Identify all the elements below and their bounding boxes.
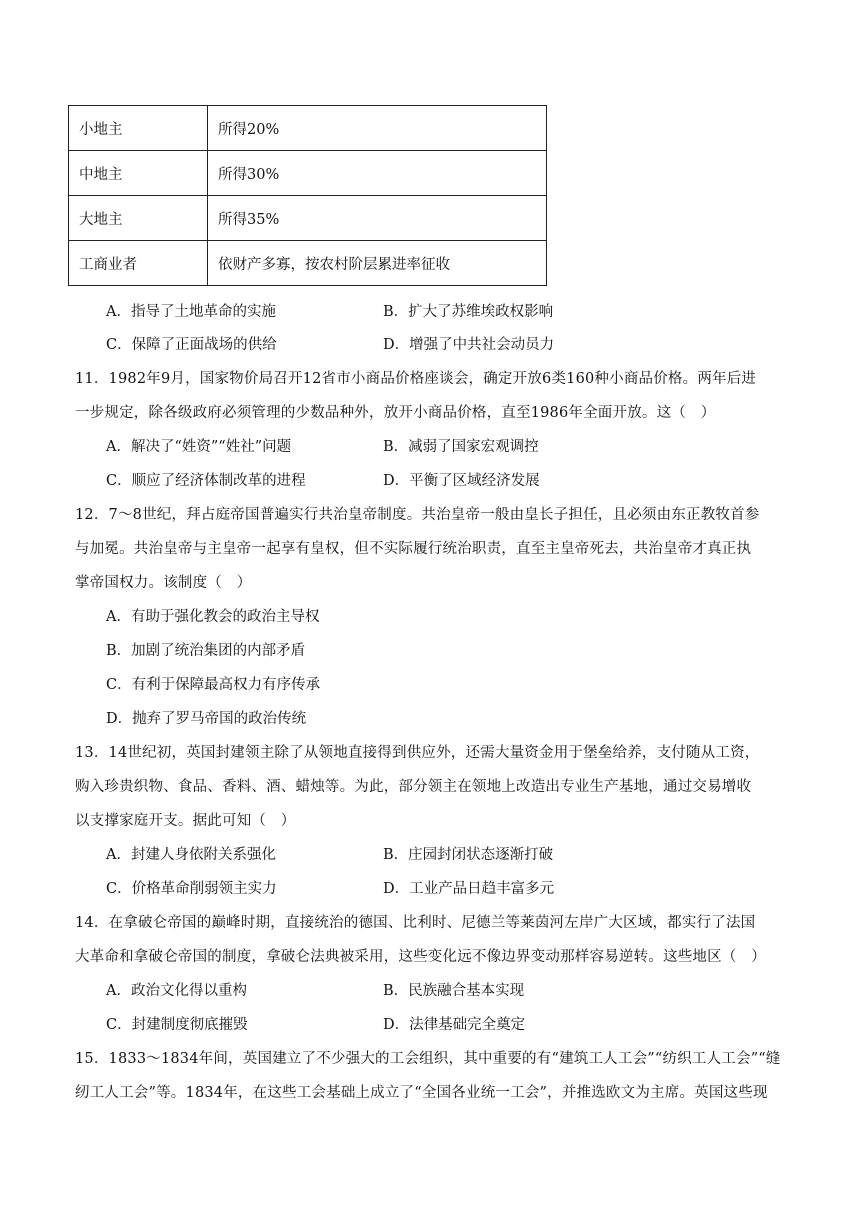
question-14-text: 14．在拿破仑帝国的巅峰时期，直接统治的德国、比利时、尼德兰等莱茵河左岸广大区域，都实行了法国 bbox=[75, 915, 756, 931]
question-11-text: 一步规定，除各级政府必须管理的少数品种外，放开小商品价格，直至1986年全面开放。这（ ） bbox=[75, 405, 716, 421]
option-b: B．减弱了国家宏观调控 bbox=[383, 439, 539, 455]
table-cell: 中地主 bbox=[69, 151, 208, 196]
table-cell: 所得35% bbox=[208, 196, 547, 241]
option-a: A．指导了土地革命的实施 bbox=[106, 304, 276, 320]
tax-table bbox=[68, 105, 547, 286]
option-d: D．抛弃了罗马帝国的政治传统 bbox=[106, 711, 307, 727]
option-c: C．顺应了经济体制改革的进程 bbox=[106, 473, 306, 489]
table-row bbox=[69, 196, 547, 241]
option-d: D．平衡了区域经济发展 bbox=[383, 473, 540, 489]
question-13-text: 以支撑家庭开支。据此可知（ ） bbox=[75, 813, 296, 829]
option-d: D．增强了中共社会动员力 bbox=[383, 337, 555, 353]
question-11-text: 11．1982年9月，国家物价局召开12省市小商品价格座谈会，确定开放6类160种小商品价格。两年后进 bbox=[75, 371, 757, 387]
question-14-text: 大革命和拿破仑帝国的制度，拿破仑法典被采用，这些变化远不像边界变动那样容易逆转。这些地区（ ） bbox=[75, 949, 766, 965]
question-15-text: 纫工人工会”等。1834年，在这些工会基础上成立了“全国各业统一工会”，并推选欧文为主席。英国这些现 bbox=[75, 1085, 768, 1101]
option-c: C．价格革命削弱领主实力 bbox=[106, 881, 277, 897]
question-13-text: 购入珍贵织物、食品、香料、酒、蜡烛等。为此，部分领主在领地上改造出专业生产基地，通过交易增收 bbox=[75, 779, 752, 795]
question-13-text: 13．14世纪初，英国封建领主除了从领地直接得到供应外，还需大量资金用于堡垒给养，支付随从工资， bbox=[75, 745, 760, 761]
option-c: C．有利于保障最高权力有序传承 bbox=[106, 677, 321, 693]
table-cell: 所得20% bbox=[208, 106, 547, 151]
option-b: B．民族融合基本实现 bbox=[383, 983, 525, 999]
table-row bbox=[69, 241, 547, 286]
table-row bbox=[69, 151, 547, 196]
question-12-text: 与加冕。共治皇帝与主皇帝一起享有皇权，但不实际履行统治职责，直至主皇帝死去，共治皇帝才真正执 bbox=[75, 541, 752, 557]
option-b: B．庄园封闭状态逐渐打破 bbox=[383, 847, 554, 863]
option-b: B．加剧了统治集团的内部矛盾 bbox=[106, 643, 306, 659]
option-d: D．工业产品日趋丰富多元 bbox=[383, 881, 555, 897]
table-cell: 工商业者 bbox=[69, 241, 208, 286]
table-cell: 小地主 bbox=[69, 106, 208, 151]
question-12-text: 12．7～8世纪，拜占庭帝国普遍实行共治皇帝制度。共治皇帝一般由皇长子担任，且必须由东正教牧首参 bbox=[75, 507, 760, 523]
table-cell: 依财产多寡，按农村阶层累进率征收 bbox=[208, 241, 547, 286]
option-b: B．扩大了苏维埃政权影响 bbox=[383, 304, 554, 320]
option-c: C．封建制度彻底摧毁 bbox=[106, 1017, 248, 1033]
option-a: A．有助于强化教会的政治主导权 bbox=[106, 609, 320, 625]
table-cell: 大地主 bbox=[69, 196, 208, 241]
option-a: A．政治文化得以重构 bbox=[106, 983, 247, 999]
question-15-text: 15．1833～1834年间，英国建立了不少强大的工会组织，其中重要的有“建筑工人工会”“纺织工人工会”“缝 bbox=[75, 1051, 781, 1067]
option-a: A．封建人身依附关系强化 bbox=[106, 847, 276, 863]
option-c: C．保障了正面战场的供给 bbox=[106, 337, 277, 353]
table-cell: 所得30% bbox=[208, 151, 547, 196]
option-a: A．解决了“姓资”“姓社”问题 bbox=[106, 439, 292, 455]
question-12-text: 掌帝国权力。该制度（ ） bbox=[75, 575, 252, 591]
option-d: D．法律基础完全奠定 bbox=[383, 1017, 526, 1033]
table-row bbox=[69, 106, 547, 151]
